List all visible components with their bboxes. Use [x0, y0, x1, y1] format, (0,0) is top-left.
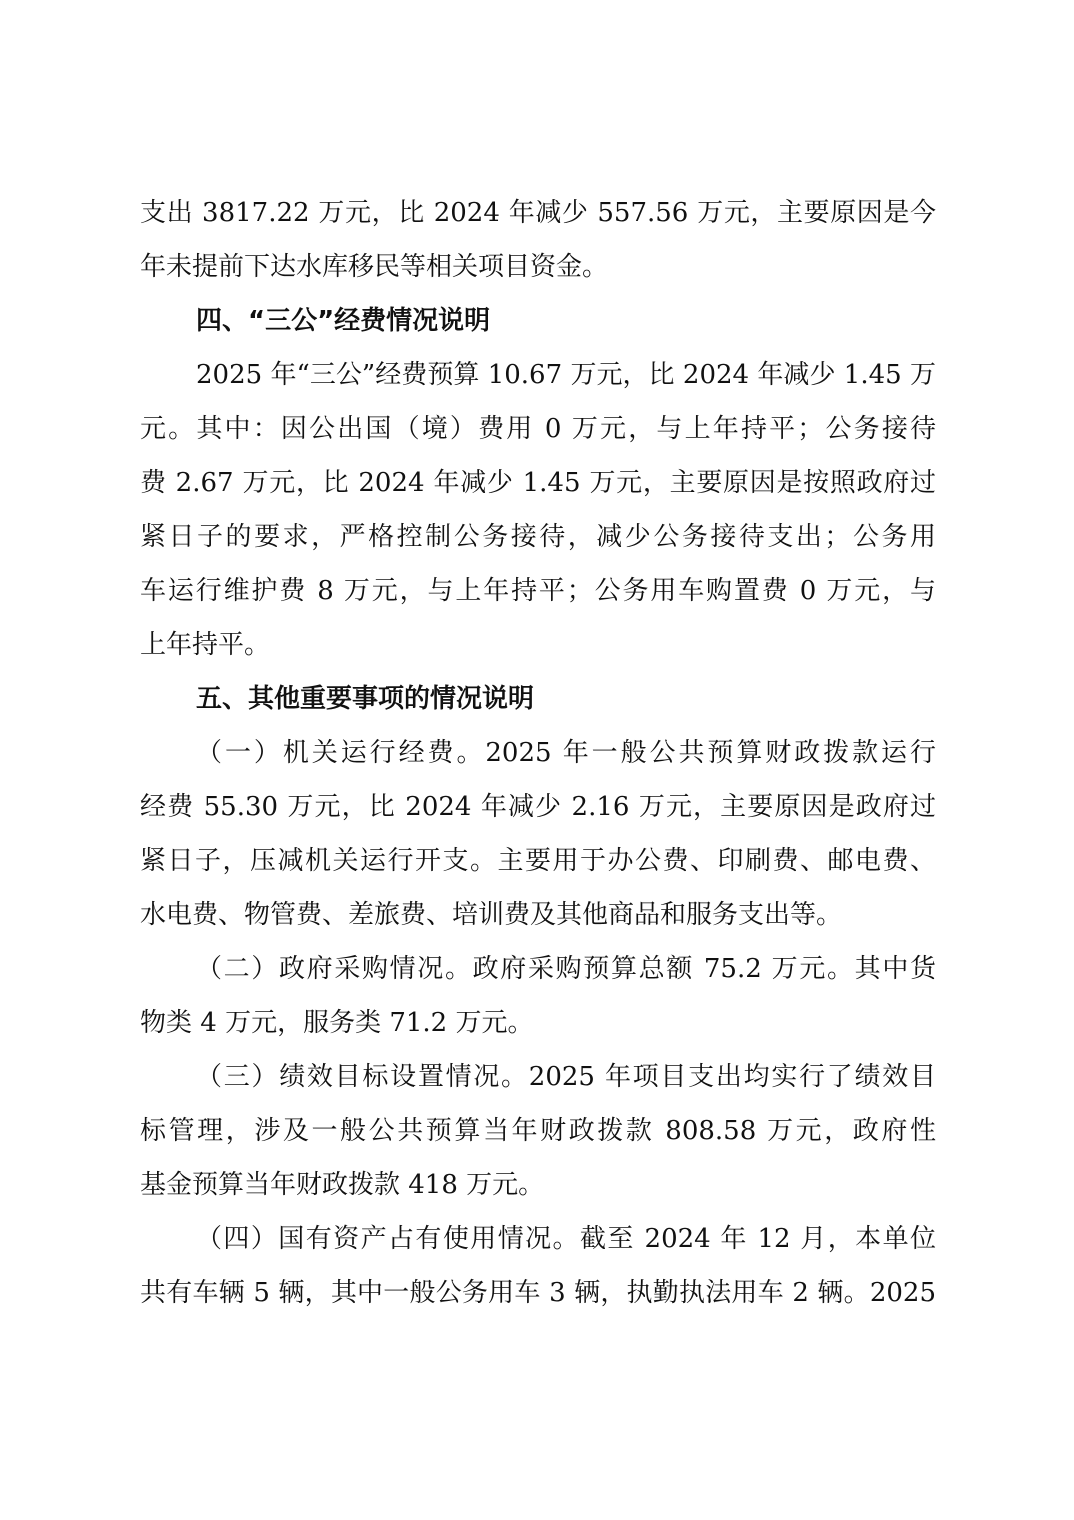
paragraph-line: 紧日子，压减机关运行开支。主要用于办公费、印刷费、邮电费、	[140, 846, 936, 876]
paragraph-line: （三）绩效目标设置情况。2025 年项目支出均实行了绩效目	[196, 1062, 936, 1092]
paragraph-line: （一）机关运行经费。2025 年一般公共预算财政拨款运行	[196, 738, 936, 768]
paragraph-line: 费 2.67 万元，比 2024 年减少 1.45 万元，主要原因是按照政府过	[140, 468, 936, 498]
paragraph-line: 水电费、物管费、差旅费、培训费及其他商品和服务支出等。	[140, 900, 843, 930]
paragraph-line: 共有车辆 5 辆，其中一般公务用车 3 辆，执勤执法用车 2 辆。2025	[140, 1278, 936, 1308]
paragraph-line: 紧日子的要求，严格控制公务接待，减少公务接待支出；公务用	[140, 522, 936, 552]
paragraph-line: 经费 55.30 万元，比 2024 年减少 2.16 万元，主要原因是政府过	[140, 792, 936, 822]
paragraph-line: 元。其中：因公出国（境）费用 0 万元，与上年持平；公务接待	[140, 414, 936, 444]
paragraph-line: 基金预算当年财政拨款 418 万元。	[140, 1170, 545, 1200]
section-heading: 五、其他重要事项的情况说明	[196, 684, 535, 714]
paragraph-line: （二）政府采购情况。政府采购预算总额 75.2 万元。其中货	[196, 954, 936, 984]
paragraph-line: 上年持平。	[140, 630, 271, 660]
paragraph-line: 车运行维护费 8 万元，与上年持平；公务用车购置费 0 万元，与	[140, 576, 936, 606]
document-page	[140, 190, 936, 1324]
paragraph-line: 物类 4 万元，服务类 71.2 万元。	[140, 1008, 534, 1038]
paragraph-line: 2025 年“三公”经费预算 10.67 万元，比 2024 年减少 1.45 万	[196, 360, 936, 390]
paragraph-line: （四）国有资产占有使用情况。截至 2024 年 12 月，本单位	[196, 1224, 936, 1254]
paragraph-line: 标管理，涉及一般公共预算当年财政拨款 808.58 万元，政府性	[140, 1116, 936, 1146]
section-heading: 四、“三公”经费情况说明	[196, 306, 491, 336]
paragraph-line: 支出 3817.22 万元，比 2024 年减少 557.56 万元，主要原因是今	[140, 198, 936, 228]
paragraph-line: 年未提前下达水库移民等相关项目资金。	[140, 252, 609, 282]
